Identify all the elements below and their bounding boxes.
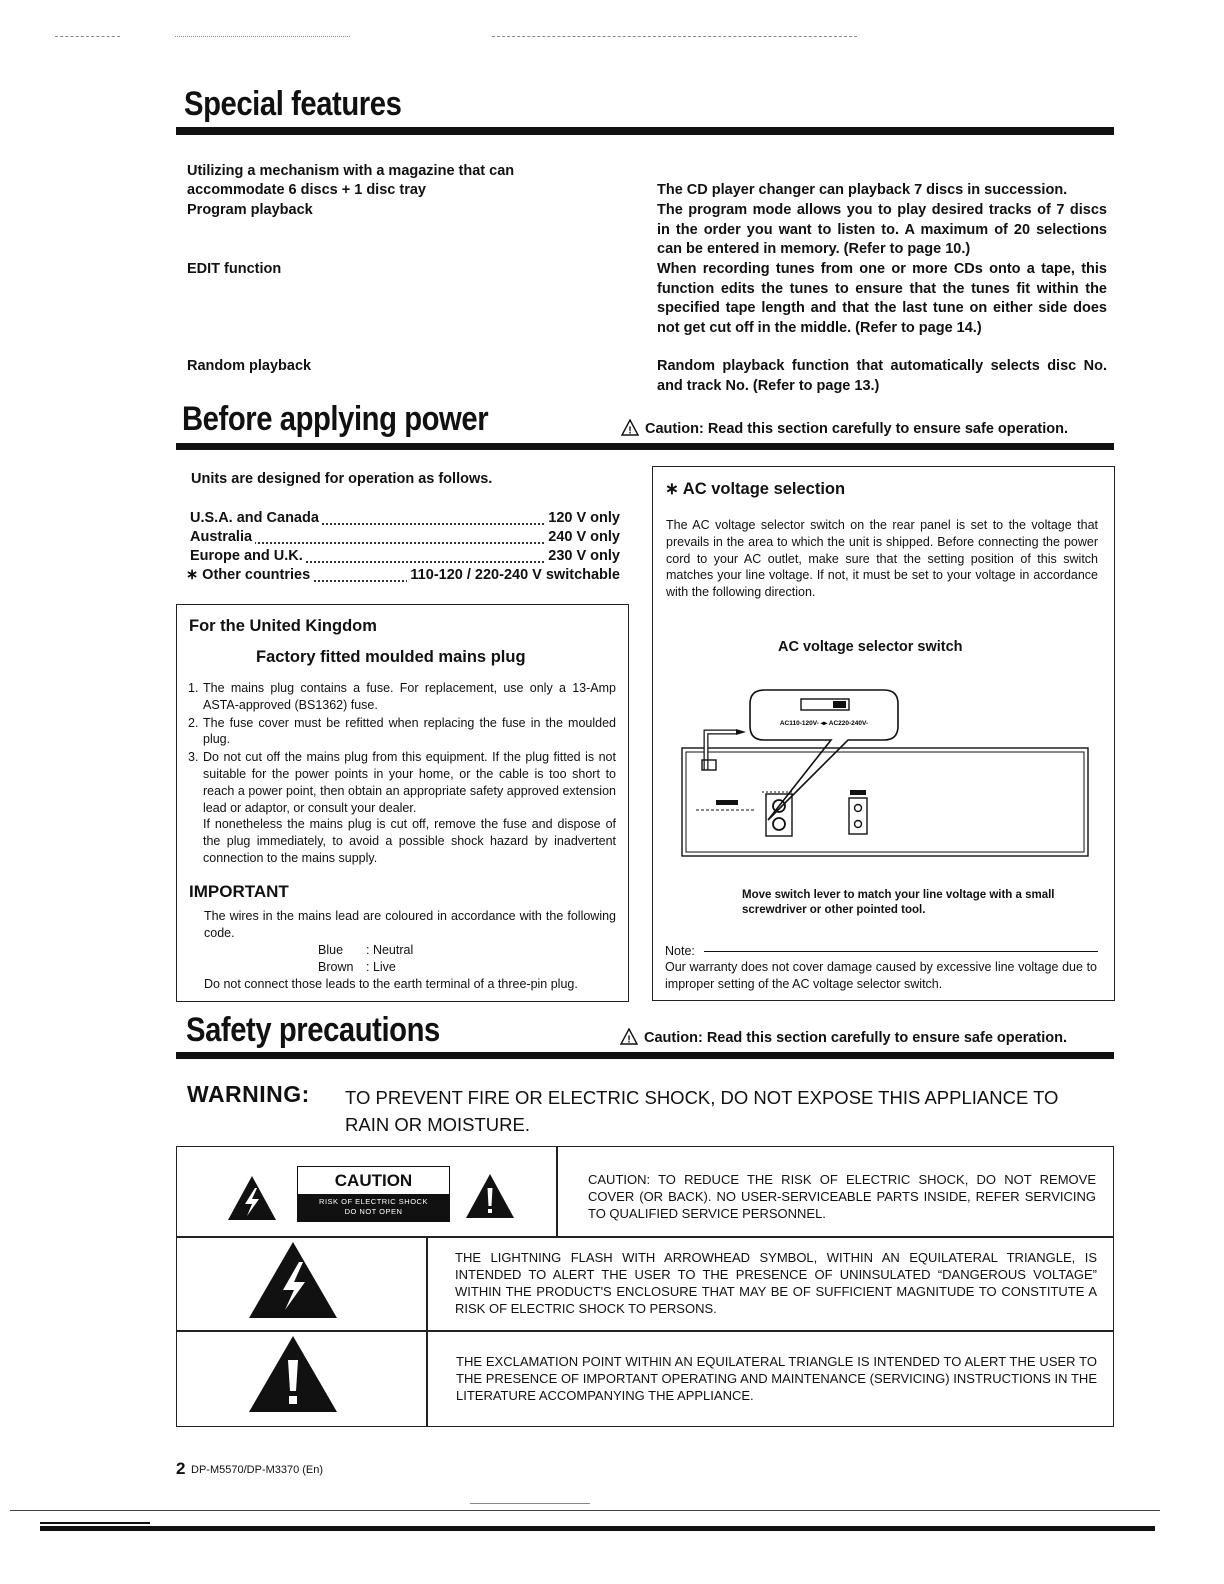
voltage-row bbox=[190, 510, 620, 529]
voltage-region: Europe and U.K. bbox=[190, 548, 306, 564]
table-divider bbox=[426, 1236, 428, 1426]
power-title: Before applying power bbox=[182, 400, 489, 438]
switch-label: AC110-120V- ◂▸ AC220-240V- bbox=[779, 720, 869, 727]
diagram-title: AC voltage selector switch bbox=[778, 639, 963, 655]
important-heading: IMPORTANT bbox=[189, 882, 289, 901]
caution-label-title: CAUTION bbox=[334, 1171, 413, 1190]
page-number: 2 bbox=[176, 1459, 186, 1478]
ac-selector-diagram bbox=[676, 684, 1106, 864]
power-rule bbox=[176, 443, 1114, 450]
feature-term: Random playback bbox=[187, 358, 315, 374]
features-title: Special features bbox=[184, 85, 402, 123]
feature-desc: The CD player changer can playback 7 discs in succession. bbox=[657, 182, 1068, 198]
list-item: 1. The mains plug contains a fuse. For replacement, use only a 13-Amp ASTA-approved (BS1362) fuse. bbox=[188, 681, 616, 712]
list-item: 3. Do not cut off the mains plug from this equipment. If the plug fitted is not suitable for the power points in your home, or the cable is too short to reach a power point, then obtain an appropriate safety approved extension lead or adaptor, or consult your dealer. If nonetheless the mains plug is cut off, remove the fuse and dispose of the plug immediately, to avoid a possible shock hazard by inadvertent connection to the mains supply. bbox=[188, 750, 616, 865]
safety-title: Safety precautions bbox=[186, 1011, 440, 1049]
row2-text: THE LIGHTNING FLASH WITH ARROWHEAD SYMBOL, WITHIN AN EQUILATERAL TRIANGLE, IS INTENDED TO ALERT THE USER TO THE PRESENCE OF UNINSULATED “DANGEROUS VOLTAGE” WITHIN THE PRODUCT'S ENCLOSURE THAT MAY BE OF SUFFICIENT MAGNITUDE TO CONSTITUTE A RISK OF ELECTRIC SHOCK TO PERSONS. bbox=[455, 1250, 1097, 1316]
ac-text: The AC voltage selector switch on the rear panel is set to the voltage that prevails in the area to which the unit is shipped. Before connecting the power cord to your AC outlet, make sure that the setting position of this switch matches your line voltage. If not, it must be set to your voltage in accordance with the following direction. bbox=[666, 518, 1098, 600]
wire-color: Brown bbox=[318, 960, 354, 974]
final-note: Do not connect those leads to the earth terminal of a three-pin plug. bbox=[204, 977, 578, 991]
units-heading: Units are designed for operation as follows. bbox=[191, 471, 493, 487]
lightning-triangle-icon bbox=[226, 1174, 278, 1222]
table-divider bbox=[176, 1330, 1114, 1332]
scan-artifact bbox=[40, 1526, 1155, 1531]
voltage-row bbox=[186, 567, 620, 586]
table-divider bbox=[176, 1236, 1114, 1238]
svg-text:!: ! bbox=[627, 1034, 631, 1045]
warning-text: TO PREVENT FIRE OR ELECTRIC SHOCK, DO NOT EXPOSE THIS APPLIANCE TO RAIN OR MOISTURE. bbox=[345, 1087, 1059, 1135]
row1-text: CAUTION: TO REDUCE THE RISK OF ELECTRIC SHOCK, DO NOT REMOVE COVER (OR BACK). NO USER-SERVICEABLE PARTS INSIDE, REFER SERVICING TO QUALIFIED SERVICE PERSONNEL. bbox=[588, 1172, 1096, 1221]
voltage-region: Australia bbox=[190, 529, 255, 545]
diagram-caption: Move switch lever to match your line voltage with a small screwdriver or other pointed tool. bbox=[742, 889, 1055, 916]
feature-item bbox=[187, 201, 1109, 261]
scan-artifact bbox=[175, 36, 350, 37]
warning-triangle-icon bbox=[621, 419, 639, 436]
row3-text: THE EXCLAMATION POINT WITHIN AN EQUILATERAL TRIANGLE IS INTENDED TO ALERT THE USER TO THE PRESENCE OF IMPORTANT OPERATING AND MAINTENANCE (SERVICING) INSTRUCTIONS IN THE LITERATURE ACCOMPANYING THE APPLIANCE. bbox=[456, 1354, 1097, 1403]
feature-term: EDIT function bbox=[187, 261, 285, 277]
power-caution: ! Caution: Read this section carefully to ensure safe operation. bbox=[621, 419, 1068, 437]
voltage-region: U.S.A. and Canada bbox=[190, 510, 322, 526]
note-text: Our warranty does not cover damage caused by excessive line voltage due to improper setting of the AC voltage selector switch. bbox=[665, 960, 1097, 991]
ac-heading: ∗ AC voltage selection bbox=[665, 480, 846, 498]
exclamation-triangle-icon bbox=[464, 1172, 516, 1220]
uk-subheading: Factory fitted moulded mains plug bbox=[256, 648, 526, 666]
scan-artifact bbox=[492, 36, 857, 37]
note-label: Note: bbox=[665, 944, 695, 958]
scan-artifact bbox=[40, 1522, 150, 1524]
voltage-region: ∗ Other countries bbox=[186, 567, 313, 583]
safety-caution: ! Caution: Read this section carefully to ensure safe operation. bbox=[620, 1028, 1067, 1046]
svg-text:!: ! bbox=[628, 425, 632, 436]
note-rule bbox=[704, 951, 1098, 952]
warning-label: WARNING: bbox=[187, 1081, 310, 1107]
voltage-value: 110-120 / 220-240 V switchable bbox=[407, 567, 620, 583]
wire-meaning: : Neutral bbox=[366, 943, 414, 957]
safety-rule bbox=[176, 1052, 1114, 1059]
model-number: DP-M5570/DP-M3370 (En) bbox=[191, 1464, 324, 1476]
feature-desc: The program mode allows you to play desired tracks of 7 discs in the order you want to listen to. A maximum of 20 selections can be entered in memory. (Refer to page 10.) bbox=[657, 202, 1107, 257]
scan-artifact bbox=[55, 36, 120, 37]
voltage-value: 240 V only bbox=[545, 529, 620, 545]
voltage-row bbox=[190, 548, 620, 567]
wire-meaning: : Live bbox=[366, 960, 396, 974]
lightning-triangle-icon bbox=[247, 1240, 339, 1320]
exclamation-triangle-icon bbox=[247, 1334, 339, 1414]
list-item: 2. The fuse cover must be refitted when replacing the fuse in the moulded plug. bbox=[188, 715, 616, 747]
scan-artifact bbox=[10, 1510, 1160, 1511]
uk-list bbox=[188, 680, 616, 868]
wire-color: Blue bbox=[318, 943, 344, 957]
caution-label-open: DO NOT OPEN bbox=[344, 1207, 403, 1216]
caution-label-risk: RISK OF ELECTRIC SHOCK bbox=[319, 1197, 428, 1206]
features-rule bbox=[176, 127, 1114, 135]
feature-desc: Random playback function that automatically selects disc No. and track No. (Refer to page 13.) bbox=[657, 358, 1107, 394]
feature-item bbox=[187, 357, 1109, 397]
voltage-row bbox=[190, 529, 620, 548]
feature-term-line1: Utilizing a mechanism with a magazine that can bbox=[187, 163, 515, 179]
important-text: The wires in the mains lead are coloured in accordance with the following code. bbox=[204, 909, 616, 940]
voltage-value: 120 V only bbox=[545, 510, 620, 526]
table-divider bbox=[556, 1146, 558, 1237]
uk-heading: For the United Kingdom bbox=[189, 617, 377, 635]
voltage-value: 230 V only bbox=[545, 548, 620, 564]
feature-item bbox=[187, 181, 1109, 201]
feature-item bbox=[187, 260, 1109, 360]
feature-term: Program playback bbox=[187, 202, 317, 218]
feature-desc: When recording tunes from one or more CDs onto a tape, this function edits the tunes to ensure that the tunes fit within the specified tape length and that the last tune on either side does not get cut off in the middle. (Refer to page 14.) bbox=[657, 261, 1107, 336]
scan-artifact bbox=[470, 1503, 590, 1504]
feature-term: accommodate 6 discs + 1 disc tray bbox=[187, 182, 430, 198]
warning-triangle-icon bbox=[620, 1028, 638, 1045]
caution-label bbox=[297, 1166, 450, 1222]
